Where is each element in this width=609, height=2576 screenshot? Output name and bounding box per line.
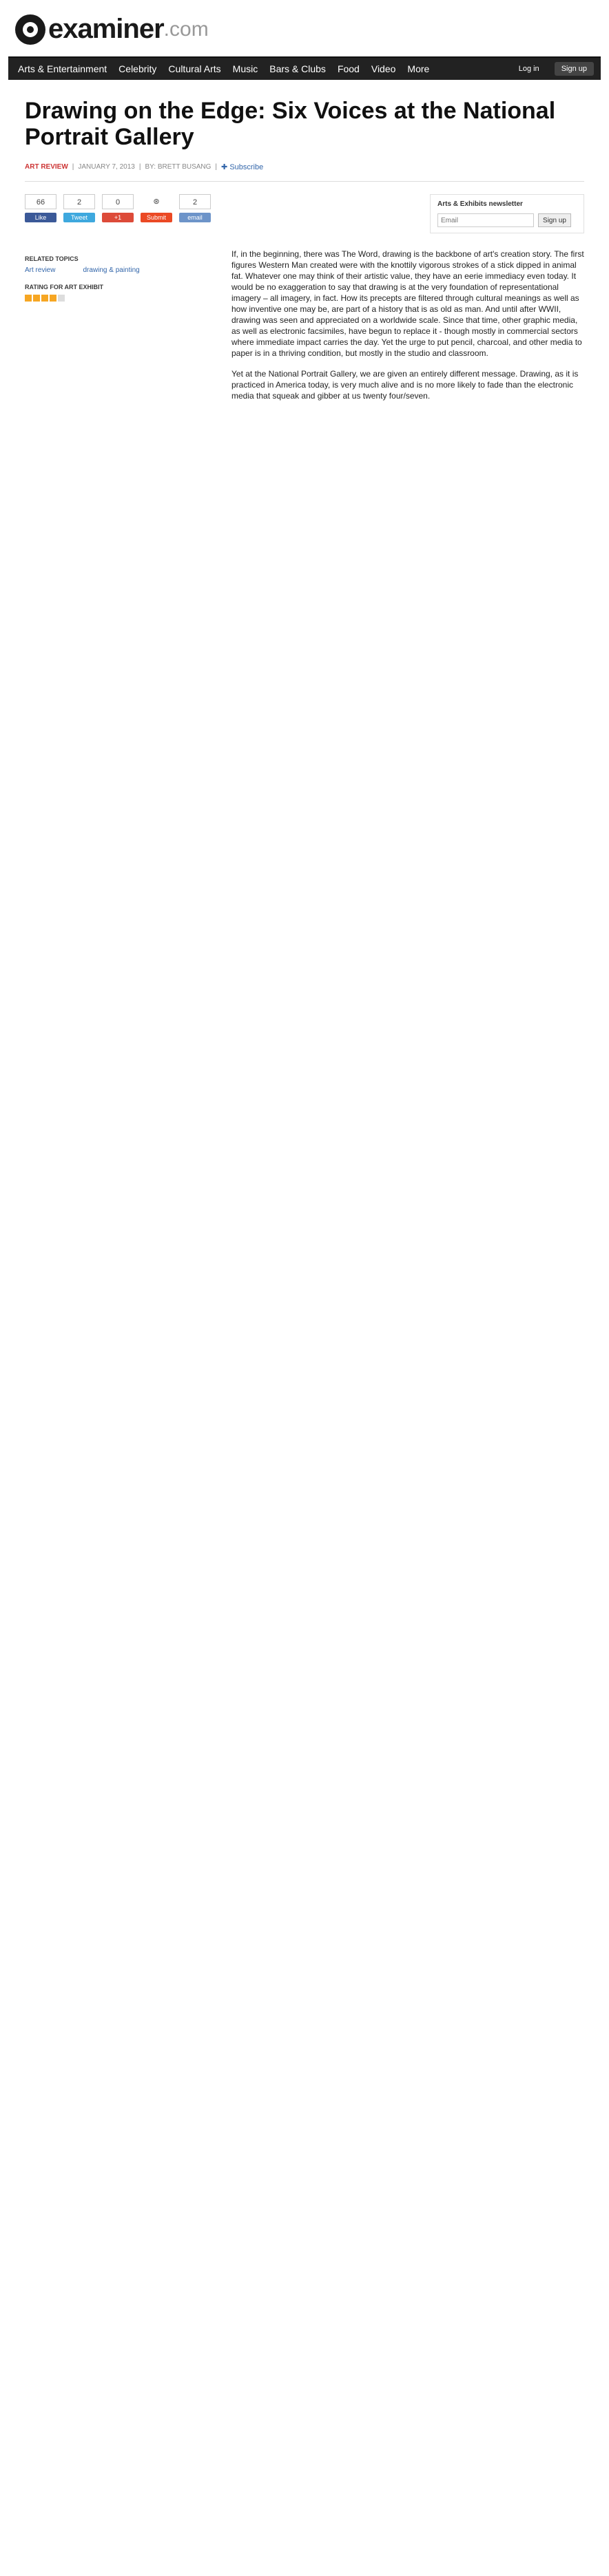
star-icon (41, 295, 48, 302)
star-icon (50, 295, 56, 302)
nav-item-celebrity[interactable]: Celebrity (118, 63, 157, 74)
email-share[interactable] (179, 194, 211, 233)
logo-tld: .com (163, 17, 209, 41)
newsletter-email-input[interactable] (437, 213, 534, 227)
nav-item-bars-clubs[interactable]: Bars & Clubs (269, 63, 326, 74)
nav-item-music[interactable]: Music (232, 63, 258, 74)
gplus-count: 0 (102, 194, 134, 209)
newsletter-form (437, 213, 577, 227)
article-body (0, 233, 609, 411)
newsletter-box (430, 194, 584, 233)
email-count: 2 (179, 194, 211, 209)
topic-art-review[interactable]: Art review (25, 266, 56, 274)
nav-item-arts-entertainment[interactable]: Arts & Entertainment (18, 63, 107, 74)
facebook-like-button[interactable]: Like (25, 213, 56, 222)
rating-stars (25, 295, 231, 302)
page (0, 0, 609, 411)
sidebar (25, 249, 231, 411)
facebook-count: 66 (25, 194, 56, 209)
star-icon (25, 295, 32, 302)
share-buttons (25, 194, 211, 233)
byline-separator: | (215, 163, 218, 171)
article-paragraph: Yet at the National Portrait Gallery, we are given an entirely different message. Drawing, as it is practiced in America today, is very much alive and is no more likely to fade than the electronic media that squeak and gibber at us twenty four/seven. (231, 369, 579, 401)
subscribe-link[interactable]: ✚ Subscribe (221, 163, 264, 171)
article-paragraph: If, in the beginning, there was The Word, drawing is the backbone of art's creation story. The first figures Western Man created were with the knottily vigorous strokes of a stick dipped in animal fat. Whatever one may think of their artistic value, they have an eerie immediacy even today. It would be no exaggeration to say that drawing is at the very foundation of representational imagery – all imagery, in fact. How its precepts are filtered through cultural meanings as well as how inventive one may be, are part of a history that is as old as man. And until after WWII, drawing was seen and appreciated on a worldwide scale. Since that time, other graphic media, as well as electronic facsimiles, have begun to replace it - though mostly in commercial sectors where immediate impact carries the day. Yet the urge to put pencil, charcoal, and other media to paper is in a thriving condition, but mostly in the studio and classroom. (231, 249, 584, 358)
site-header (0, 0, 609, 56)
nav-item-video[interactable]: Video (371, 63, 396, 74)
nav-items (18, 63, 441, 74)
newsletter-title: Arts & Exhibits newsletter (437, 200, 523, 208)
article-category[interactable]: ART REVIEW (25, 163, 68, 171)
site-logo[interactable] (15, 14, 609, 45)
login-button[interactable]: Log in (518, 65, 539, 73)
stumbleupon-submit-button[interactable]: Submit (141, 213, 172, 222)
nav-item-more[interactable]: More (407, 63, 430, 74)
gplus-button[interactable]: +1 (102, 213, 134, 222)
signup-button[interactable]: Sign up (555, 62, 594, 76)
stumbleupon-icon: ⊛ (141, 194, 172, 209)
main-nav (8, 56, 601, 80)
byline-separator: | (72, 163, 74, 171)
byline (25, 162, 584, 171)
twitter-count: 2 (63, 194, 95, 209)
facebook-share[interactable] (25, 194, 56, 233)
rating-label: RATING FOR ART EXHIBIT (25, 284, 103, 291)
twitter-share[interactable] (63, 194, 95, 233)
newsletter-signup-button[interactable]: Sign up (538, 213, 571, 227)
article-author[interactable]: BY: BRETT BUSANG (145, 163, 211, 171)
tweet-button[interactable]: Tweet (63, 213, 95, 222)
stumbleupon-share[interactable] (141, 194, 172, 233)
nav-item-food[interactable]: Food (337, 63, 360, 74)
star-icon (33, 295, 40, 302)
logo-text: examiner (48, 14, 164, 44)
email-button[interactable]: email (179, 213, 211, 222)
article-header (0, 80, 609, 171)
related-topics (25, 266, 231, 274)
logo-mark-icon (15, 14, 45, 45)
share-row (0, 182, 609, 233)
topic-drawing-painting[interactable]: drawing & painting (83, 266, 140, 274)
article-content (231, 249, 584, 411)
star-empty-icon (58, 295, 65, 302)
nav-item-cultural-arts[interactable]: Cultural Arts (168, 63, 221, 74)
byline-separator: | (138, 163, 141, 171)
nav-auth (512, 62, 594, 76)
related-topics-label: RELATED TOPICS (25, 255, 79, 262)
subscribe-label: Subscribe (229, 163, 264, 171)
article-date: JANUARY 7, 2013 (78, 163, 135, 171)
gplus-share[interactable] (102, 194, 134, 233)
article-title: Drawing on the Edge: Six Voices at the National Portrait Gallery (25, 98, 556, 150)
